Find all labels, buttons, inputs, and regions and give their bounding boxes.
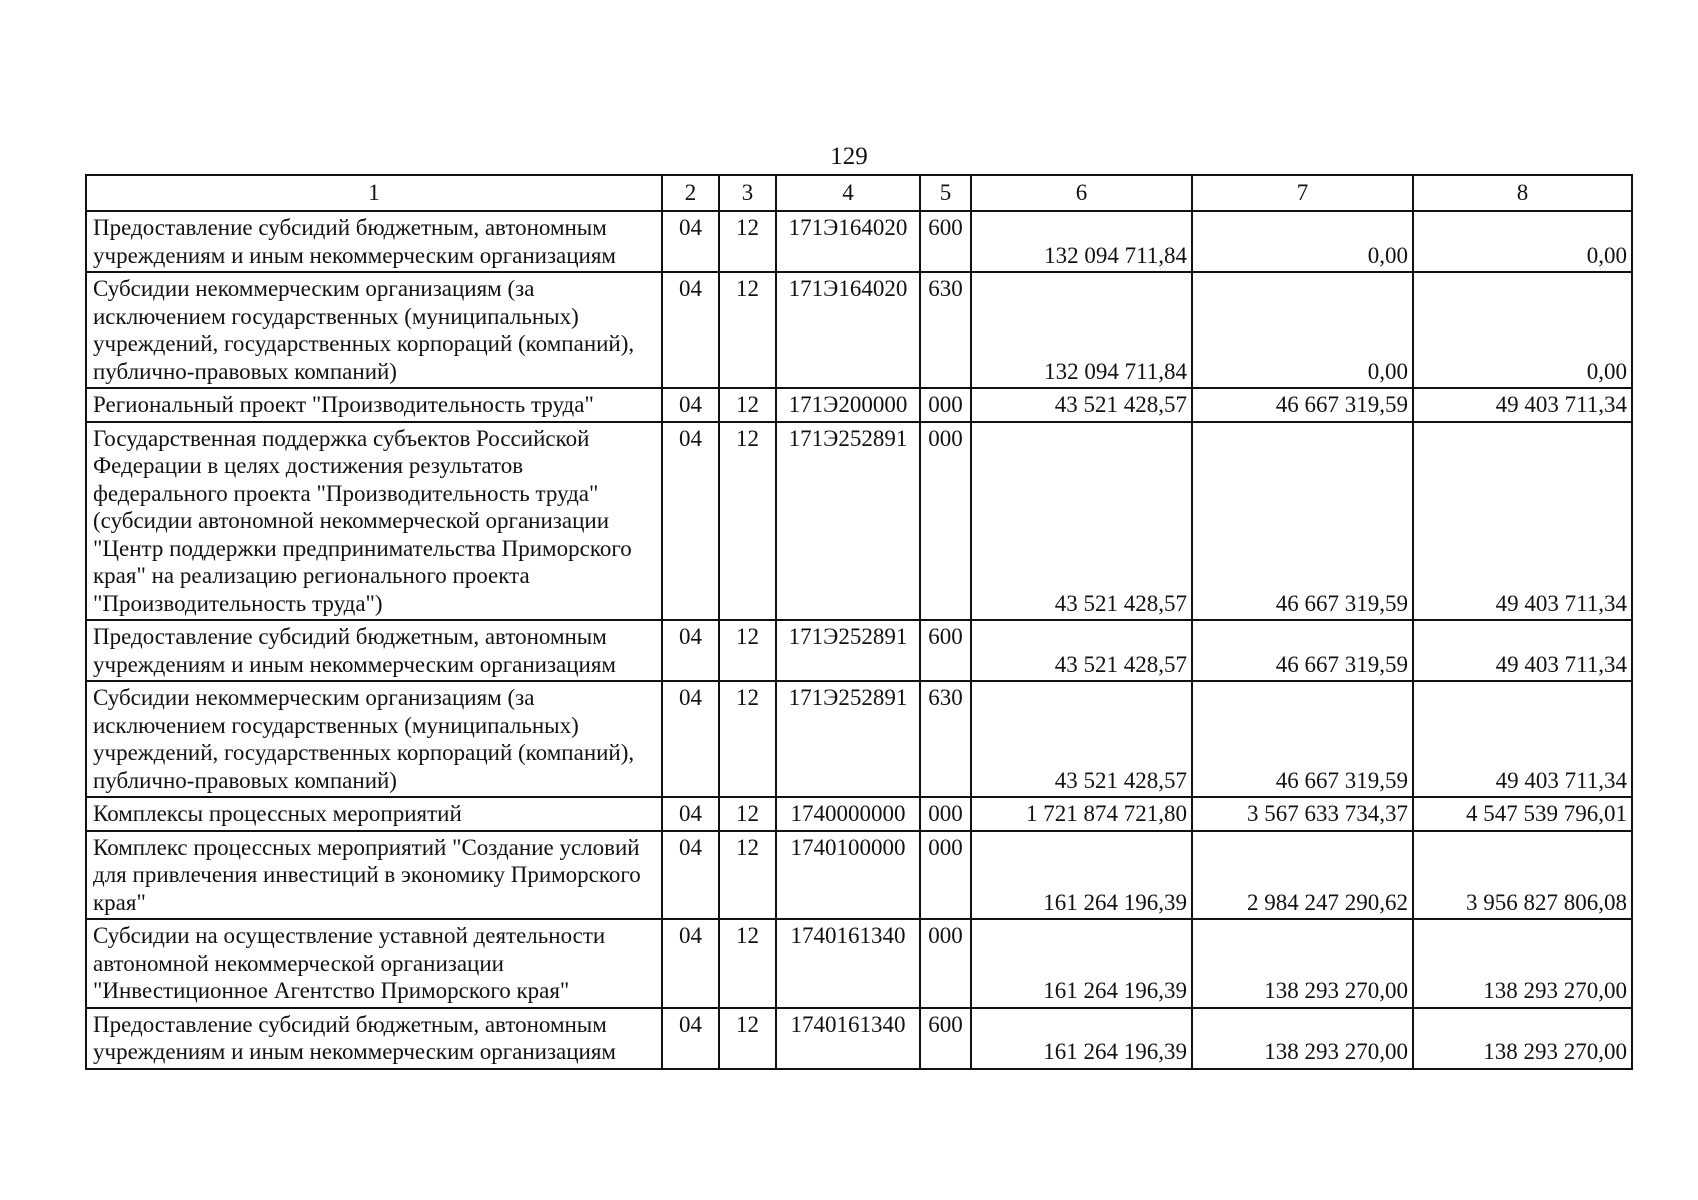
amount-col7: 0,00 — [1192, 211, 1413, 272]
expense-type-code: 000 — [920, 919, 971, 1008]
expense-type-code: 630 — [920, 272, 971, 388]
table-row — [86, 681, 1632, 797]
amount-col6: 161 264 196,39 — [971, 1008, 1192, 1069]
target-article-code: 171Э164020 — [776, 272, 920, 388]
row-name: Субсидии на осуществление уставной деятельности автономной некоммерческой организации "Инвестиционное Агентство Приморского края" — [86, 919, 662, 1008]
amount-col8: 138 293 270,00 — [1413, 919, 1632, 1008]
section-code: 04 — [662, 797, 719, 831]
table-row — [86, 797, 1632, 831]
table-row — [86, 211, 1632, 272]
subsection-code: 12 — [719, 681, 776, 797]
amount-col7: 138 293 270,00 — [1192, 1008, 1413, 1069]
amount-col7: 46 667 319,59 — [1192, 620, 1413, 681]
section-code: 04 — [662, 211, 719, 272]
amount-col8: 49 403 711,34 — [1413, 422, 1632, 621]
column-header: 4 — [776, 175, 920, 211]
subsection-code: 12 — [719, 620, 776, 681]
target-article-code: 1740000000 — [776, 797, 920, 831]
section-code: 04 — [662, 272, 719, 388]
amount-col6: 43 521 428,57 — [971, 681, 1192, 797]
amount-col8: 138 293 270,00 — [1413, 1008, 1632, 1069]
amount-col8: 49 403 711,34 — [1413, 681, 1632, 797]
row-name: Субсидии некоммерческим организациям (за исключением государственных (муниципальных) учреждений, государственных корпораций (компаний), публично-правовых компаний) — [86, 681, 662, 797]
amount-col8: 49 403 711,34 — [1413, 388, 1632, 422]
target-article-code: 171Э252891 — [776, 681, 920, 797]
section-code: 04 — [662, 681, 719, 797]
table-row — [86, 422, 1632, 621]
table-row — [86, 1008, 1632, 1069]
row-name: Комплекс процессных мероприятий "Создание условий для привлечения инвестиций в экономику Приморского края" — [86, 831, 662, 920]
row-name: Государственная поддержка субъектов Российской Федерации в целях достижения результатов федерального проекта "Производительность труда" (субсидии автономной некоммерческой организации "Центр поддержки предпринимательства Приморского края" на реализацию регионального проекта "Производительность труда") — [86, 422, 662, 621]
table-row — [86, 831, 1632, 920]
expense-type-code: 000 — [920, 831, 971, 920]
target-article-code: 171Э252891 — [776, 620, 920, 681]
section-code: 04 — [662, 919, 719, 1008]
row-name: Региональный проект "Производительность труда" — [86, 388, 662, 422]
subsection-code: 12 — [719, 211, 776, 272]
column-header: 5 — [920, 175, 971, 211]
target-article-code: 171Э164020 — [776, 211, 920, 272]
amount-col7: 46 667 319,59 — [1192, 681, 1413, 797]
table-row — [86, 919, 1632, 1008]
amount-col8: 0,00 — [1413, 211, 1632, 272]
page-number: 129 — [830, 143, 868, 170]
target-article-code: 1740161340 — [776, 1008, 920, 1069]
row-name: Субсидии некоммерческим организациям (за исключением государственных (муниципальных) учреждений, государственных корпораций (компаний), публично-правовых компаний) — [86, 272, 662, 388]
subsection-code: 12 — [719, 797, 776, 831]
table-row — [86, 620, 1632, 681]
amount-col7: 46 667 319,59 — [1192, 388, 1413, 422]
table-body — [86, 175, 1632, 1069]
table-row — [86, 388, 1632, 422]
budget-table — [85, 174, 1633, 1070]
subsection-code: 12 — [719, 919, 776, 1008]
amount-col6: 43 521 428,57 — [971, 620, 1192, 681]
amount-col8: 3 956 827 806,08 — [1413, 831, 1632, 920]
subsection-code: 12 — [719, 1008, 776, 1069]
target-article-code: 1740100000 — [776, 831, 920, 920]
subsection-code: 12 — [719, 422, 776, 621]
section-code: 04 — [662, 1008, 719, 1069]
table-row — [86, 272, 1632, 388]
section-code: 04 — [662, 388, 719, 422]
column-header: 7 — [1192, 175, 1413, 211]
amount-col6: 161 264 196,39 — [971, 919, 1192, 1008]
target-article-code: 171Э252891 — [776, 422, 920, 621]
target-article-code: 171Э200000 — [776, 388, 920, 422]
target-article-code: 1740161340 — [776, 919, 920, 1008]
column-header: 1 — [86, 175, 662, 211]
amount-col7: 3 567 633 734,37 — [1192, 797, 1413, 831]
section-code: 04 — [662, 831, 719, 920]
amount-col7: 0,00 — [1192, 272, 1413, 388]
amount-col6: 1 721 874 721,80 — [971, 797, 1192, 831]
amount-col7: 46 667 319,59 — [1192, 422, 1413, 621]
expense-type-code: 000 — [920, 388, 971, 422]
amount-col6: 43 521 428,57 — [971, 422, 1192, 621]
amount-col7: 138 293 270,00 — [1192, 919, 1413, 1008]
amount-col8: 49 403 711,34 — [1413, 620, 1632, 681]
expense-type-code: 600 — [920, 620, 971, 681]
row-name: Предоставление субсидий бюджетным, автономным учреждениям и иным некоммерческим организациям — [86, 1008, 662, 1069]
amount-col7: 2 984 247 290,62 — [1192, 831, 1413, 920]
header-row — [86, 175, 1632, 211]
section-code: 04 — [662, 422, 719, 621]
column-header: 8 — [1413, 175, 1632, 211]
amount-col6: 132 094 711,84 — [971, 211, 1192, 272]
column-header: 2 — [662, 175, 719, 211]
expense-type-code: 630 — [920, 681, 971, 797]
column-header: 6 — [971, 175, 1192, 211]
section-code: 04 — [662, 620, 719, 681]
row-name: Предоставление субсидий бюджетным, автономным учреждениям и иным некоммерческим организациям — [86, 620, 662, 681]
column-header: 3 — [719, 175, 776, 211]
subsection-code: 12 — [719, 388, 776, 422]
expense-type-code: 000 — [920, 422, 971, 621]
amount-col6: 43 521 428,57 — [971, 388, 1192, 422]
expense-type-code: 600 — [920, 211, 971, 272]
expense-type-code: 000 — [920, 797, 971, 831]
row-name: Комплексы процессных мероприятий — [86, 797, 662, 831]
subsection-code: 12 — [719, 831, 776, 920]
amount-col6: 132 094 711,84 — [971, 272, 1192, 388]
row-name: Предоставление субсидий бюджетным, автономным учреждениям и иным некоммерческим организациям — [86, 211, 662, 272]
amount-col8: 0,00 — [1413, 272, 1632, 388]
amount-col8: 4 547 539 796,01 — [1413, 797, 1632, 831]
expense-type-code: 600 — [920, 1008, 971, 1069]
subsection-code: 12 — [719, 272, 776, 388]
amount-col6: 161 264 196,39 — [971, 831, 1192, 920]
